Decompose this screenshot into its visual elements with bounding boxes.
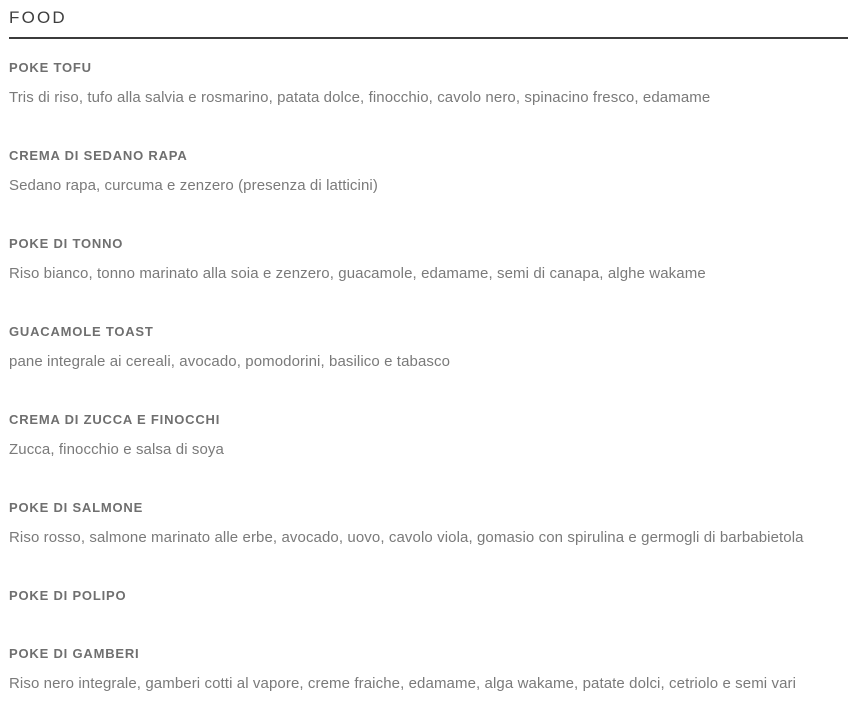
menu-item (9, 412, 840, 458)
menu-item-name: CREMA DI ZUCCA E FINOCCHI (9, 412, 221, 427)
menu-item-description: Zucca, finocchio e salsa di soya (9, 441, 224, 458)
menu-item-name: POKE DI SALMONE (9, 500, 144, 515)
menu-item-description: Riso rosso, salmone marinato alle erbe, avocado, uovo, cavolo viola, gomasio con spirulina e germogli di barbabietola (9, 529, 804, 546)
menu-item-name: CREMA DI SEDANO RAPA (9, 148, 188, 163)
menu-item (9, 500, 840, 546)
menu-item-name: POKE DI TONNO (9, 236, 124, 251)
menu-item-name: POKE DI GAMBERI (9, 646, 140, 661)
menu-item (9, 60, 840, 106)
menu-item-name: POKE DI POLIPO (9, 588, 127, 603)
menu-item (9, 646, 840, 692)
menu-item (9, 324, 840, 370)
menu-item-name: POKE TOFU (9, 60, 92, 75)
page-title: FOOD (9, 8, 67, 27)
menu-item-description: Tris di riso, tufo alla salvia e rosmarino, patata dolce, finocchio, cavolo nero, spinacino fresco, edamame (9, 89, 711, 106)
menu-item-description: Sedano rapa, curcuma e zenzero (presenza di latticini) (9, 177, 378, 194)
menu-item-description: pane integrale ai cereali, avocado, pomodorini, basilico e tabasco (9, 353, 451, 370)
menu-item-description: Riso bianco, tonno marinato alla soia e zenzero, guacamole, edamame, semi di canapa, alghe wakame (9, 265, 706, 282)
menu-item (9, 148, 840, 194)
menu-item (9, 588, 840, 604)
menu-item-description: Riso nero integrale, gamberi cotti al vapore, creme fraiche, edamame, alga wakame, patate dolci, cetriolo e semi vari (9, 675, 797, 692)
menu-item (9, 236, 840, 282)
menu-list (9, 39, 840, 692)
menu-item-name: GUACAMOLE TOAST (9, 324, 154, 339)
